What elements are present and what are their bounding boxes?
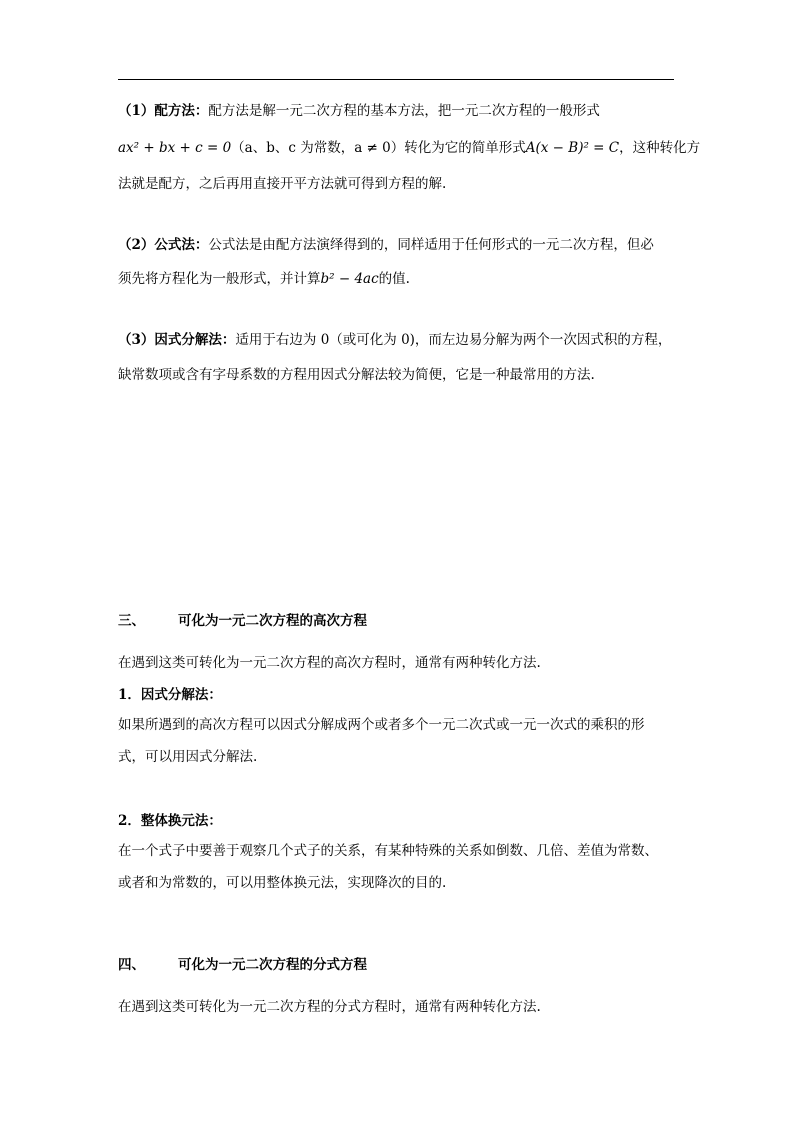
section3-heading: [118, 612, 367, 630]
discriminant-expression: b² − 4ac: [320, 271, 379, 287]
method3-line1: [118, 331, 671, 349]
method2-text1: 公式法是由配方法演绎得到的，同样适用于任何形式的一元二次方程，但必: [208, 237, 654, 253]
method2-label: （2）公式法：: [118, 237, 209, 253]
section4-number: 四、: [118, 957, 145, 973]
section4-heading: [118, 956, 367, 974]
method2-text2-head: 须先将方程化为一般形式，并计算: [118, 271, 321, 287]
section3-sub2-line1: 在一个式子中要善于观察几个式子的关系，有某种特殊的关系如倒数、几倍、差值为常数、: [118, 843, 658, 859]
section4-intro: 在遇到这类可转化为一元二次方程的分式方程时，通常有两种转化方法.: [118, 999, 541, 1015]
method1-text1: 配方法是解一元二次方程的基本方法，把一元二次方程的一般形式: [208, 103, 600, 119]
section3-title: 可化为一元二次方程的高次方程: [178, 613, 367, 629]
method1-condition: （a、b、c 为常数，a ≠ 0）转化为它的简单形式: [231, 140, 526, 156]
method3-line2: [118, 366, 595, 384]
method1-label: （1）配方法：: [118, 103, 209, 119]
section3-sub1-title: 1．因式分解法：: [118, 687, 222, 703]
section3-sub1-line1: 如果所遇到的高次方程可以因式分解成两个或者多个一元二次式或一元一次式的乘积的形: [118, 717, 645, 733]
section3-sub2-line2: 或者和为常数的，可以用整体换元法，实现降次的目的.: [118, 875, 447, 891]
general-form-equation: ax² + bx + c = 0: [118, 140, 232, 156]
method1-text2-tail: ，这种转化方: [619, 140, 701, 156]
section3-number: 三、: [118, 613, 145, 629]
method3-text1: 适用于右边为 0（或可化为 0)，而左边易分解为两个一次因式积的方程，: [235, 332, 672, 348]
method2-line2: [118, 270, 410, 288]
header-rule: [118, 79, 674, 80]
method2-text2-tail: 的值.: [378, 271, 410, 287]
simple-form-equation: A(x − B)² = C: [525, 140, 620, 156]
method3-label: （3）因式分解法：: [118, 332, 236, 348]
method2-line1: [118, 236, 654, 254]
section4-title: 可化为一元二次方程的分式方程: [178, 957, 367, 973]
section3-intro: 在遇到这类可转化为一元二次方程的高次方程时，通常有两种转化方法.: [118, 655, 541, 671]
method3-text2: 缺常数项或含有字母系数的方程用因式分解法较为简便，它是一种最常用的方法.: [118, 367, 595, 383]
method1-line3: [118, 175, 446, 193]
section3-sub1-line2: 式，可以用因式分解法.: [118, 749, 258, 765]
method1-line1: [118, 102, 600, 120]
method1-text3: 法就是配方，之后再用直接开平方法就可得到方程的解.: [118, 176, 447, 192]
section3-sub2-title: 2．整体换元法：: [118, 813, 222, 829]
method1-line2: [118, 139, 700, 157]
